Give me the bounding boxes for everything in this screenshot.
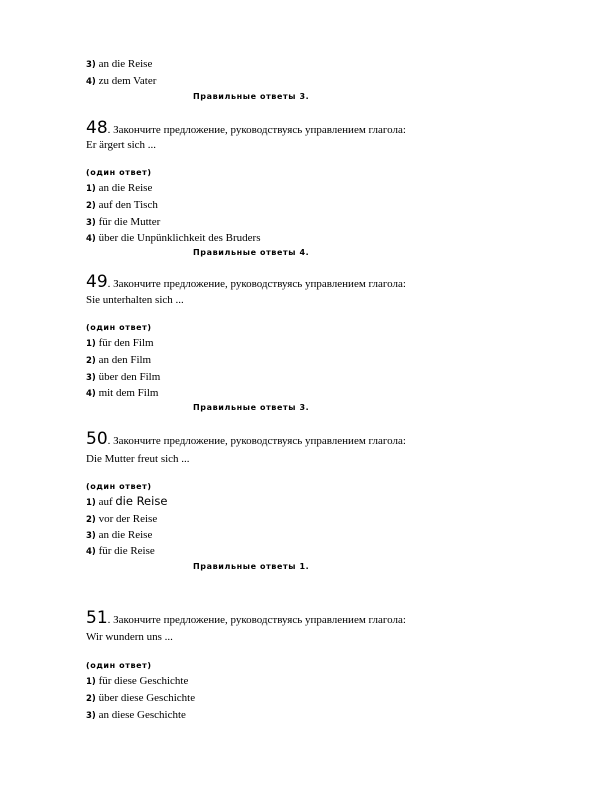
question-heading: 51. Закончите предложение, руководствуясь управлением глагола:	[86, 608, 406, 628]
option-item: 2) an den Film	[86, 354, 152, 366]
question-heading: 49. Закончите предложение, руководствуясь управлением глагола:	[86, 272, 406, 292]
answer-type-label: (один ответ)	[86, 168, 152, 177]
question-heading: 50. Закончите предложение, руководствуясь управлением глагола:	[86, 429, 406, 449]
option-item: 1) für den Film	[86, 337, 154, 349]
option-item: 1) auf die Reise	[86, 494, 168, 508]
option-item: 1) für diese Geschichte	[86, 675, 189, 687]
option-item: 4) mit dem Film	[86, 387, 159, 399]
question-sentence: Wir wundern uns ...	[86, 631, 173, 643]
option-item: 4) für die Reise	[86, 545, 155, 557]
answer-type-label: (один ответ)	[86, 323, 152, 332]
answer-type-label: (один ответ)	[86, 482, 152, 491]
option-item: 3) für die Mutter	[86, 216, 161, 228]
correct-answer: Правильные ответы 3.	[193, 403, 310, 412]
option-item: 1) an die Reise	[86, 182, 153, 194]
option-item: 3) an diese Geschichte	[86, 709, 186, 721]
option-item: 3) an die Reise	[86, 529, 153, 541]
question-sentence: Er ärgert sich ...	[86, 139, 157, 151]
question-heading: 48. Закончите предложение, руководствуясь управлением глагола:	[86, 118, 406, 138]
option-item: 3) über den Film	[86, 371, 161, 383]
correct-answer: Правильные ответы 3.	[193, 92, 310, 101]
option-item: 4) über die Unpünklichkeit des Bruders	[86, 232, 261, 244]
option-item: 2) über diese Geschichte	[86, 692, 196, 704]
option-item: 3) an die Reise	[86, 58, 153, 70]
correct-answer: Правильные ответы 1.	[193, 562, 310, 571]
question-sentence: Die Mutter freut sich ...	[86, 453, 190, 465]
question-sentence: Sie unterhalten sich ...	[86, 294, 184, 306]
option-item: 2) vor der Reise	[86, 513, 158, 525]
correct-answer: Правильные ответы 4.	[193, 248, 310, 257]
option-item: 4) zu dem Vater	[86, 75, 157, 87]
option-item: 2) auf den Tisch	[86, 199, 158, 211]
answer-type-label: (один ответ)	[86, 661, 152, 670]
